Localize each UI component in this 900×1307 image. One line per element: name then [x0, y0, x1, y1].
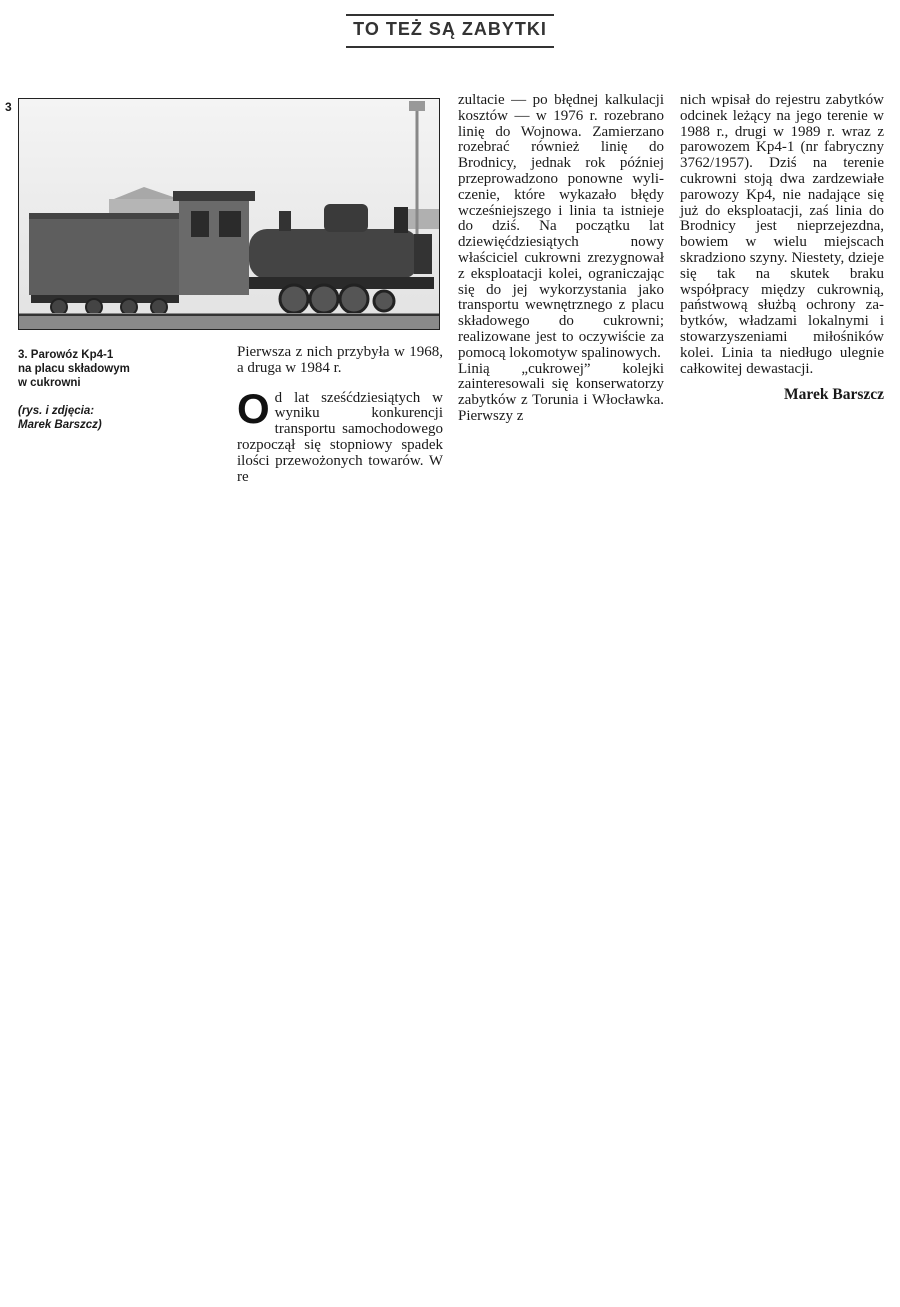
- author-signature: Marek Barszcz: [784, 386, 884, 404]
- paragraph: [237, 384, 443, 486]
- locomotive-illustration: [19, 99, 439, 329]
- article-column-3: [680, 93, 884, 403]
- locomotive-photo: [18, 98, 440, 330]
- paragraph: Pierwsza z nich przybyła w 1968, a druga w 1984 r.: [237, 344, 443, 376]
- section-title: TO TEŻ SĄ ZABYTKI: [346, 14, 554, 48]
- paragraph: zultacie — po błędnej kalkulacji kosztów — w 1976 r. rozebrano linię do Wojnowa. Zamierzano rozebrać również linię do Brodnicy, jednak rok później przeprowadzono ponowne wyliczenie, które wykazało błędy wcześniejszego i linia ta istnieje do dziś. Na początku lat dziewięćdziesiątych nowy właściciel cukrowni zrezygnował z eksploatacji kolei, ograniczając się do jej wykorzystania jako transportu wewnętrznego z placu składowego do cukrowni; realizowane jest to oczywiście za pomocą lokomotyw spalinowych.: [458, 92, 664, 361]
- figure-caption: [18, 348, 218, 432]
- paragraph: Linią „cukrowej” kolejki zainteresowali się konserwatorzy zabytków z Torunia i Włocławka. Pierwszy z: [458, 360, 664, 424]
- article-column-1: [237, 345, 443, 485]
- paragraph: nich wpisał do rejestru zabytków odcinek leżący na jego terenie w 1988 r., drugi w 1989 r. wraz z parowozem Kp4-1 (nr fabryczny 3762/1957). Dziś na terenie cukrowni stoją dwa zardzewiałe parowozy Kp4, nie nadające się już do eksploatacji, zaś linia do Brodnicy jest nieprzejezdna, bowiem w wielu miejscach skradziono szyny. Niestety, dzieje się tak na skutek braku współpracy między cukrownią, państwową służbą ochrony zabytków, władzami lokalnymi i stowarzyszeniami miłośników kolei. Linia ta niedługo ulegnie całkowitej dewastacji.: [680, 92, 884, 377]
- figure-number: 3: [5, 100, 12, 114]
- paragraph-text: d lat sześćdziesiątych w wyniku konkurencji transportu samochodowego rozpoczął się stopniowy spadek ilości przewożonych towarów. W re: [237, 389, 443, 485]
- caption-title: 3. Parowóz Kp4-1 na placu składowym w cukrowni: [18, 349, 130, 389]
- article-column-2: [458, 93, 664, 425]
- drop-cap: O: [237, 384, 270, 432]
- caption-credit: (rys. i zdjęcia: Marek Barszcz): [18, 405, 102, 431]
